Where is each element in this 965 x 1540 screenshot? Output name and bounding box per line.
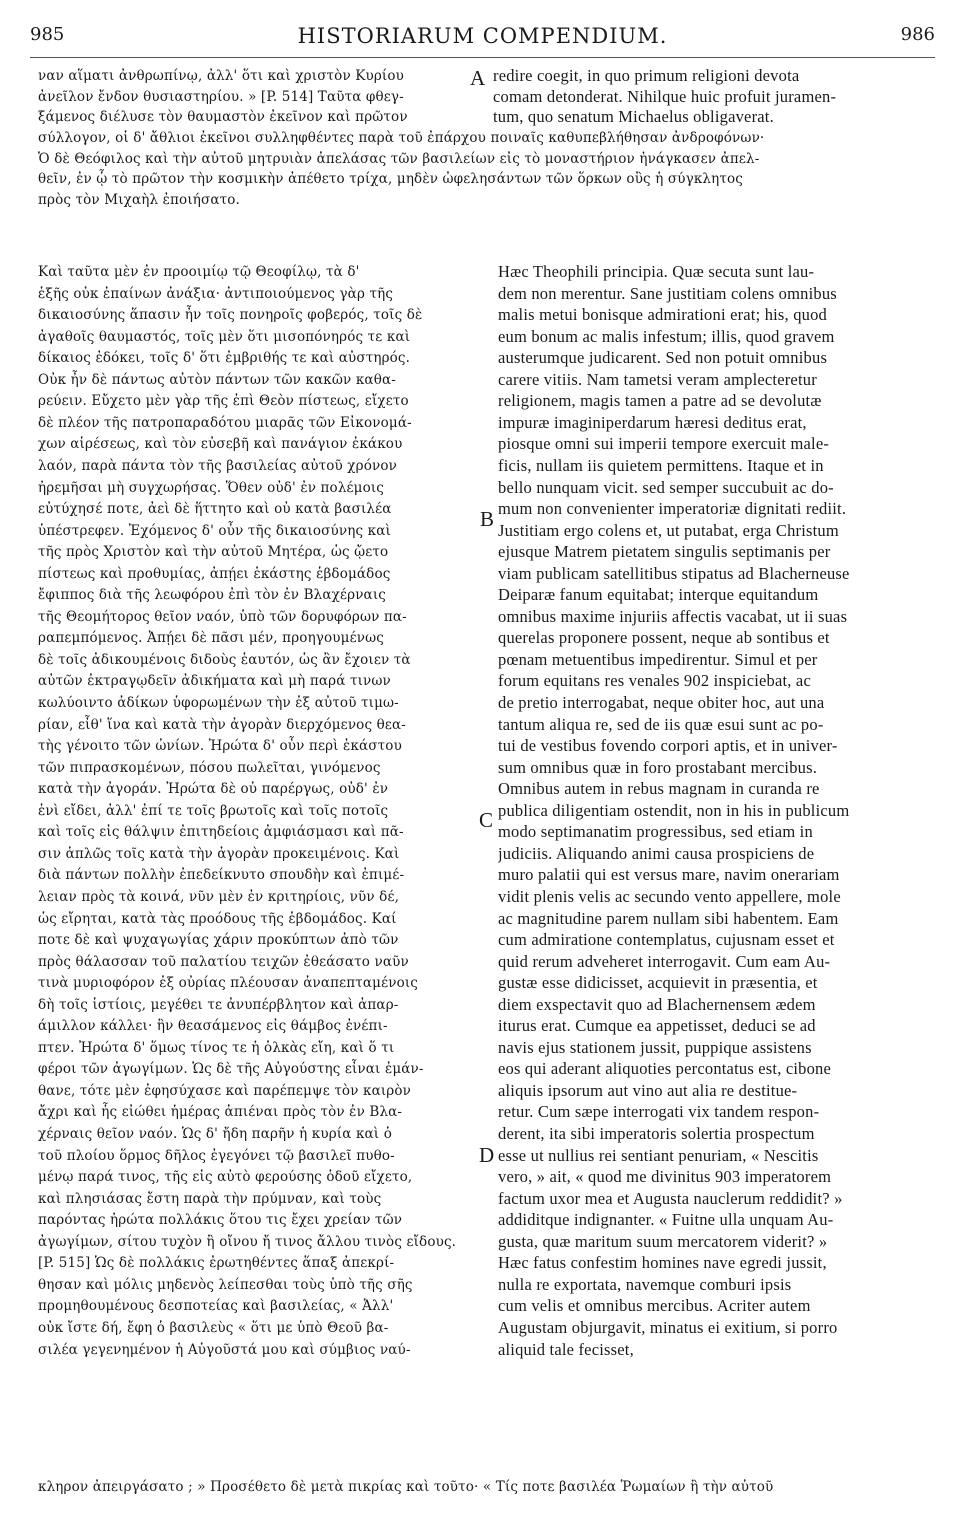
latin-line: de pretio interrogabat, neque obiter hoc, aut una — [498, 693, 825, 712]
latin-line: Omnibus autem in rebus magnam in curanda re — [498, 779, 820, 799]
latin-line: quid rerum adveheret interrogavit. Cum eam Au- — [498, 951, 831, 971]
latin-line: carere vitiis. Nam tametsi veram amplecteretur — [498, 369, 817, 389]
greek-line: λειαν πρὸς τὰ κοινά, νῦν μὲν ἐν κριτηρίοις, νῦν δέ, — [38, 888, 400, 905]
greek-line: τῆς Θεομήτορος θεῖον ναόν, ὑπὸ τῶν δορυφόρων πα- — [38, 608, 407, 625]
margin-letter-b: B — [480, 507, 495, 531]
latin-line: forum equitans res venales 902 inspiciebat, ac — [498, 671, 811, 691]
latin-line: religionem, magis tamen a patre ad se devolutæ — [498, 391, 822, 411]
greek-line: ἑξῆς οὐκ ἐπαίνων ἀνάξια· ἀντιποιούμενος γὰρ τῆς — [38, 285, 394, 302]
greek-line: ποτε δὲ καὶ ψυχαγωγίας χάριν προκύπτων ἀπὸ τῶν — [38, 932, 399, 949]
greek-line: θανε, τότε μὲν ἐφησύχασε καὶ παρέπεμψε τὸν καιρὸν — [38, 1082, 412, 1099]
latin-line: eos qui aderant aliquoties percontatus est, cibone — [498, 1059, 832, 1079]
greek-line: ξάμενος διέλυσε τὸν θαυμαστὸν ἐκεῖνον καὶ πρῶτον — [38, 109, 408, 125]
page-number-left: 985 — [30, 24, 65, 45]
greek-line: μένῳ παρά τινος, τῆς εἰς αὐτὸ φερούσης ὁδοῦ εἴχετο, — [38, 1169, 413, 1186]
greek-line: ἠρεμῆσαι μὴ συγχωρήσας. Ὅθεν οὐδ' ἐν πολέμοις — [38, 479, 385, 496]
greek-line: [P. 515] Ὡς δὲ πολλάκις ἐρωτηθέντες ἅπαξ ἀπεκρί- — [38, 1255, 395, 1272]
greek-line: πτεν. Ἠρώτα δ' ὅμως τίνος τε ἡ ὁλκὰς εἴη, καὶ ὅ τι — [38, 1039, 395, 1056]
latin-line: Augustam objurgavit, minatus ei exitium, si porro — [498, 1317, 838, 1337]
greek-line: σύλλογον, οἱ δ' ἄθλιοι ἐκεῖνοι συλληφθέντες παρὰ τοῦ ἐπάρχου ποιναῖς καθυπεβλήθησαν ἀνδροφόνων· — [38, 130, 765, 146]
margin-letter-a: A — [470, 66, 486, 90]
greek-line: θεῖν, ἐν ᾧ τὸ πρῶτον τὴν κοσμικὴν ἀπέθετο τρίχα, μηδὲν ὠφελησάντων τῶν ὅρκων οὓς ἡ σύγκλητος — [38, 171, 743, 187]
latin-line: piosque omni sui imperii tempore exercuit male- — [498, 434, 830, 454]
greek-line: ρίαν, εἶθ' ἵνα καὶ κατὰ τὴν ἀγορὰν διερχόμενος θεα- — [38, 716, 407, 733]
greek-line: ἀγαθοῖς θαυμαστός, τοῖς μὲν ὅτι μισοπόνηρός τε καὶ — [38, 328, 411, 345]
greek-line: ἔφιππος διὰ τῆς λεωφόρου ἐπὶ τὸν ἐν Βλαχέρναις — [38, 587, 386, 604]
greek-line: προμηθουμένους δεσποτείας καὶ βασιλείας, « Ἀλλ' — [38, 1298, 394, 1315]
greek-line: ἀνεῖλον ἔνδον θυσιαστηρίου. » [P. 514] Ταῦτα φθεγ- — [38, 88, 404, 105]
greek-line: Οὐκ ἦν δὲ πάντως αὐτὸν πάντων τῶν κακῶν καθα- — [38, 371, 396, 388]
latin-line: muro palatii qui est versus mare, navim onerariam — [498, 865, 840, 885]
latin-line: ejusque Matrem pietatem singulis septimanis per — [498, 542, 831, 562]
greek-line: κατὰ τὴν ἀγοράν. Ἠρώτα δὲ οὐ παρέργως, οὐδ' ἐν — [38, 781, 389, 798]
latin-line: impuræ imaginiperdarum hæresi deditus erat, — [498, 412, 807, 432]
latin-line: querelas proponere possent, neque ab sontibus et — [498, 628, 830, 648]
greek-line: πίστεως καὶ προθυμίας, ἀπῄει ἑκάστης ἑβδομάδος — [38, 565, 391, 582]
greek-line: λαόν, παρὰ πάντα τὸν τῆς βασιλείας αὐτοῦ χρόνον — [38, 457, 397, 474]
greek-line: τὴς γένοιτο τῶν ὠνίων. Ἠρώτα δ' οὖν περὶ ἑκάστου — [38, 738, 402, 755]
latin-line: ac magnitudine parem nullam sibi habentem. Eam — [498, 908, 839, 928]
latin-line: malis metui bonisque admirationi erat; his, quod — [498, 305, 828, 325]
greek-line: Ὁ δὲ Θεόφιλος καὶ τὴν αὐτοῦ μητρυιὰν ἀπελάσας τῶν βασιλείων εἰς τὸ μοναστήριον ἠνάγκασεν ἀπελ- — [38, 150, 760, 167]
latin-line: derent, ita sibi imperatoris solertia prospectum — [498, 1124, 815, 1143]
page-number-right: 986 — [900, 24, 935, 45]
greek-line: άμιλλον κάλλει· ἣν θεασάμενος εἰς θάμβος ἐνέπι- — [38, 1018, 388, 1035]
latin-line: pœnam metuentibus impedirentur. Simul et per — [498, 649, 818, 669]
greek-line: τοῦ πλοίου ὅρμος δῆλος ἐγεγόνει τῷ βασιλεῖ πυθο- — [38, 1147, 395, 1164]
latin-line: aliquid tale fecisset, — [498, 1339, 634, 1359]
latin-line: mum non convenienter imperatoriæ dignitati rediit. — [498, 499, 847, 519]
latin-line: dem non merentur. Sane justitiam colens omnibus — [498, 283, 837, 303]
latin-line: modo septimanatim progressibus, sed etiam in — [498, 822, 813, 842]
greek-line: καὶ τοῖς εἰς θάλψιν ἐπιτηδείοις ἀμφιάσμασι καὶ πᾶ- — [38, 824, 404, 841]
latin-line: tum, quo senatum Michaelus obligaverat. — [493, 107, 774, 126]
greek-line: ὡς εἴρηται, κατὰ τὰς προόδους τῆς ἑβδομάδος. Καί — [38, 910, 397, 927]
greek-line: διὰ πάντων πολλὴν ἐπεδείκνυτο σπουδὴν καὶ ἐπιμέ- — [38, 867, 405, 884]
running-header — [30, 24, 935, 54]
greek-line: δίκαιος ἐδόκει, τοῖς δ' ὅτι ἐμβριθής τε καὶ αὐστηρός. — [38, 350, 411, 367]
greek-line: καὶ πλησιάσας ἔστη παρὰ τὴν πρύμναν, καὶ τοὺς — [38, 1190, 382, 1207]
greek-line: χων αἱρέσεως, καὶ τὸν εὐσεβῆ καὶ πανάγιον ἐκάκου — [38, 436, 403, 453]
greek-line: κωλύοιντο ἀδίκων ὑφορωμένων τὴν ἐξ αὐτοῦ τιμω- — [38, 695, 399, 711]
latin-line: tantum aliqua re, sed de iis quæ esui sunt ac po- — [498, 714, 824, 734]
greek-line: παρόντας ἠρώτα πολλάκις ὅτου τις ἔχει χρείαν τῶν — [38, 1212, 403, 1229]
greek-line: τινὰ μυριοφόρον ἐξ οὐρίας πλέουσαν ἀναπεπταμένοις — [38, 975, 419, 992]
greek-line: δὴ τοῖς ἱστίοις, μεγέθει τε ἀνυπέρβλητον καὶ ἀπαρ- — [38, 996, 399, 1013]
latin-line: omnibus maxime injuriis affectis vacabat, ut ii suas — [498, 606, 848, 626]
greek-line: πρὸς τὸν Μιχαὴλ ἐποιήσατο. — [38, 191, 240, 208]
latin-line: gusta, quæ maritum suum mercatorem viderit? » — [498, 1231, 828, 1251]
greek-line: σιν ἁπλῶς τοῖς κατὰ τὴν ἀγορὰν προκειμένοις. Καὶ — [38, 845, 400, 862]
greek-line: εὐτύχησέ ποτε, ἀεὶ δὲ ἥττητο καὶ οὐ κατὰ βασιλέα — [38, 501, 392, 518]
latin-line: vero, » ait, « quod me divinitus 903 imperatorem — [498, 1167, 832, 1187]
latin-line: Deiparæ fanum equitabat; interque equitandum — [498, 585, 819, 605]
greek-line: ρεύειν. Εὔχετο μὲν γὰρ τῆς ἐπὶ Θεὸν πίστεως, εἴχετο — [38, 393, 409, 410]
greek-line: κληρον ἀπειργάσατο ; » Προσέθετο δὲ μετὰ πικρίας καὶ τοῦτο· « Τίς ποτε βασιλέα Ῥωμαίων ἢ τὴν αὐτοῦ — [38, 1479, 774, 1495]
latin-line: sum omnibus quæ in foro prostabant mercibus. — [498, 757, 818, 777]
latin-line: vidit plenis velis ac secundo vento appellere, mole — [498, 886, 841, 906]
latin-line: esse ut nullius rei sentiant penuriam, « Nescitis — [498, 1145, 819, 1165]
latin-line: iturus erat. Cumque ea appetisset, deduci se ad — [498, 1016, 816, 1036]
latin-line: austerumque judicarent. Sed non potuit omnibus — [498, 348, 828, 368]
greek-line: οὐκ ἴστε δή, ἔφη ὁ βασιλεὺς « ὅτι με ὑπὸ Θεοῦ βα- — [38, 1319, 389, 1336]
greek-line: Καὶ ταῦτα μὲν ἐν προοιμίῳ τῷ Θεοφίλῳ, τὰ δ' — [38, 264, 360, 280]
greek-line: τῶν πιπρασκομένων, πόσου πωλεῖται, γινόμενος — [38, 759, 381, 776]
latin-line: comam detonderat. Nihilque huic profuit juramen- — [493, 86, 837, 106]
greek-line: ραπεμπόμενος. Ἀπῄει δὲ πᾶσι μέν, προηγουμένως — [38, 630, 384, 647]
latin-line: factum uxor mea et Augusta nauclerum reddidit? » — [498, 1188, 843, 1208]
greek-line: ἄχρι καὶ ἧς εἰώθει ἡμέρας ἀπιέναι πρὸς τὸν ἐν Βλα- — [38, 1104, 403, 1121]
latin-line: addiditque indignanter. « Fuitne ulla unquam Au- — [498, 1210, 834, 1230]
greek-line: δικαιοσύνης ἅπασιν ἦν τοῖς πονηροῖς φοβερός, τοῖς δὲ — [38, 307, 423, 324]
latin-line: bello nunquam vicit. sed semper succubuit ac do- — [498, 477, 834, 497]
header-rule — [30, 57, 935, 58]
greek-line: πρὸς θάλασσαν τοῦ παλατίου τειχῶν ἐθεάσατο ναῦν — [38, 953, 409, 970]
greek-line: αὐτῶν ἐκτραγῳδεῖν ἀδικήματα καὶ μὴ παρά τινων — [38, 673, 391, 690]
latin-line: tui de vestibus fovendo corpori aptis, et in univer- — [498, 736, 838, 756]
greek-line: θησαν καὶ μόλις μηδενὸς λείπεσθαι τοὺς ὑπὸ τῆς σῆς — [38, 1276, 413, 1293]
latin-line: diem exspectavit quo ad Blachernensem ædem — [498, 994, 816, 1014]
latin-line: cum velis et omnibus mercibus. Acriter autem — [498, 1296, 811, 1316]
greek-line: ναν αἵματι ἀνθρωπίνῳ, ἀλλ' ὅτι καὶ χριστὸν Κυρίου — [38, 68, 405, 84]
greek-line: δὲ πλέον τῆς πατροπαραδότου μιαρᾶς τῶν Εἰκονομά- — [38, 414, 412, 431]
latin-line: Justitiam ergo colens et, ut putabat, erga Christum — [498, 520, 839, 540]
greek-line: χέρναις θεῖον ναόν. Ὡς δ' ἤδη παρῆν ἡ κυρία καὶ ὁ — [38, 1126, 392, 1142]
greek-line: δὲ τοῖς ἀδικουμένοις διδοὺς ἑαυτόν, ὡς ἂν ἔχοιεν τὰ — [38, 651, 411, 668]
latin-line: nulla re exportata, navemque comburi ipsis — [498, 1274, 792, 1294]
greek-line: ἀγωγίμων, σίτου τυχὸν ἢ οἴνου ἤ τινος ἄλλου τινὸς εἴδους. — [38, 1233, 457, 1250]
latin-line: retur. Cum sæpe interrogati vix tandem respon- — [498, 1102, 820, 1122]
latin-line: Hæc fatus confestim homines nave egredi jussit, — [498, 1253, 827, 1273]
latin-line: judiciis. Aliquando animi causa prospiciens de — [498, 843, 815, 863]
latin-line: Hæc Theophili principia. Quæ secuta sunt lau- — [498, 262, 815, 281]
latin-line: cum admiratione contemplatus, cujusnam esset et — [498, 930, 835, 950]
latin-line: gustæ esse didicisset, acquievit in præsentia, et — [498, 973, 818, 993]
margin-letter-c: C — [479, 808, 494, 832]
margin-letter-d: D — [479, 1143, 495, 1167]
greek-line: ὑπέστρεφεν. Ἐχόμενος δ' οὖν τῆς δικαιοσύνης καὶ — [38, 522, 391, 539]
greek-line: ἑνὶ εἴδει, ἀλλ' ἐπί τε τοῖς βρωτοῖς καὶ τοῖς ποτοῖς — [38, 802, 389, 819]
latin-line: ficis, nullam iis quietem permittens. Itaque et in — [498, 455, 824, 475]
latin-line: viam publicam satellitibus stipatus ad Blacherneuse — [498, 563, 850, 583]
running-title: HISTORIARUM COMPENDIUM. — [297, 24, 668, 48]
greek-line: τῆς πρὸς Χριστὸν καὶ τὴν αὐτοῦ Μητέρα, ὡς ᾤετο — [38, 544, 389, 561]
latin-line: aliquis ipsorum aut vino aut alia re destitue- — [498, 1080, 798, 1100]
greek-line: σιλέα γεγενημένον ἡ Αὐγοῦστά μου καὶ σύμβιος ναύ- — [38, 1341, 411, 1358]
latin-line: eum bonum ac malis infestum; illis, quod gravem — [498, 326, 835, 346]
greek-line: φέροι τῶν ἀγωγίμων. Ὡς δὲ τῆς Αὐγούστης εἶναι ἐμάν- — [38, 1061, 424, 1078]
latin-line: navis ejus stationem jussit, puppique assistens — [498, 1037, 812, 1057]
latin-line: publica diligentiam ostendit, non in his in publicum — [498, 800, 850, 820]
latin-line: redire coegit, in quo primum religioni devota — [493, 66, 800, 85]
